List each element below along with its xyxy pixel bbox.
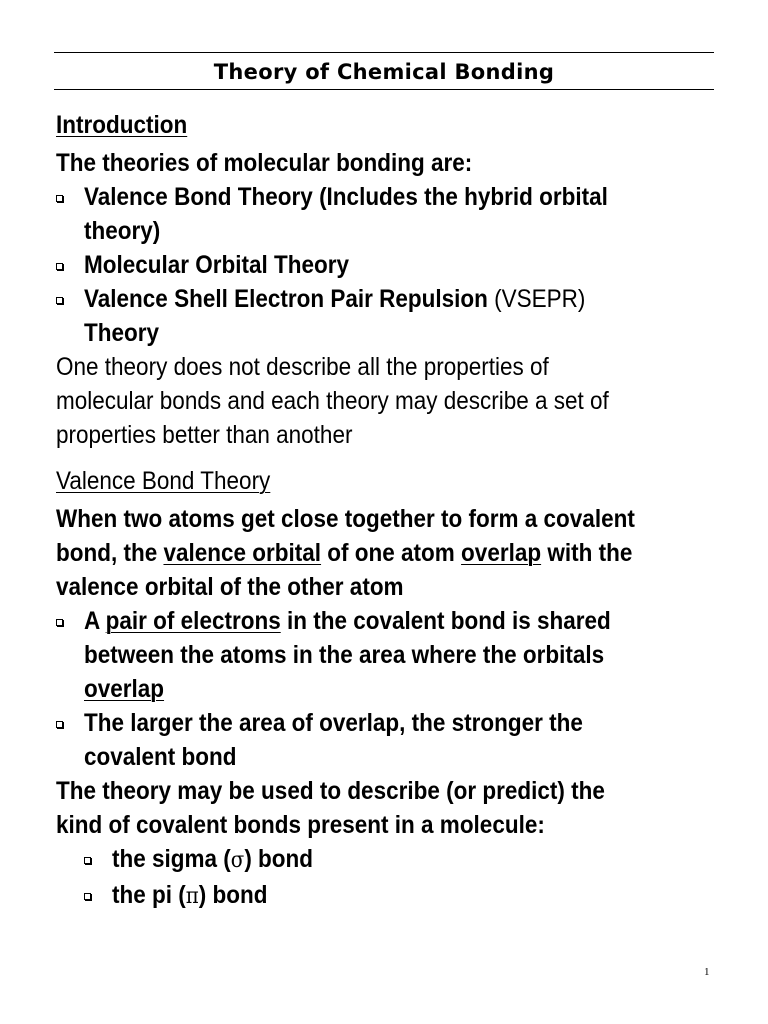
title-bottom-rule	[54, 89, 714, 90]
intro-paragraph-line: One theory does not describe all the properties of	[56, 353, 549, 381]
list-item: the sigma (σ) bond	[84, 842, 736, 878]
overlap-term: overlap	[461, 539, 542, 567]
vbt-paragraph-line: The theory may be used to describe (or predict) the	[56, 777, 605, 805]
vbt-paragraph-line: When two atoms get close together to form a covalent	[56, 505, 635, 533]
list-item: Valence Bond Theory (Includes the hybrid orbital theory)	[56, 180, 736, 248]
square-bullet-icon	[56, 263, 63, 270]
square-bullet-icon	[56, 619, 63, 626]
pair-of-electrons-term: pair of electrons	[105, 607, 281, 635]
square-bullet-icon	[56, 721, 63, 728]
pi-symbol: π	[185, 884, 199, 909]
square-bullet-icon	[56, 195, 63, 202]
title-top-rule	[54, 52, 714, 53]
square-bullet-icon	[56, 297, 63, 304]
intro-lead-text: The theories of molecular bonding are:	[56, 149, 473, 177]
list-item: the pi (π) bond	[84, 878, 736, 914]
page-title: Theory of Chemical Bonding	[213, 60, 555, 84]
vbt-paragraph-line: valence orbital of the other atom	[56, 573, 404, 601]
valence-orbital-term: valence orbital	[163, 539, 322, 567]
vbt-paragraph-line: bond, the valence orbital of one atom overlap with the	[56, 539, 633, 567]
square-bullet-icon	[84, 893, 91, 900]
overlap-term: overlap	[84, 675, 165, 703]
valence-bond-theory-heading: Valence Bond Theory	[56, 467, 271, 495]
intro-paragraph-line: molecular bonds and each theory may describe a set of	[56, 387, 609, 415]
intro-paragraph-line: properties better than another	[56, 421, 353, 449]
list-item: The larger the area of overlap, the stronger the covalent bond	[56, 706, 736, 774]
introduction-heading: Introduction	[56, 111, 188, 139]
list-item: Molecular Orbital Theory	[56, 248, 736, 282]
list-item: Valence Shell Electron Pair Repulsion (VSEPR) Theory	[56, 282, 736, 350]
vbt-paragraph-line: kind of covalent bonds present in a molecule:	[56, 811, 545, 839]
page-number: 1	[704, 966, 710, 978]
square-bullet-icon	[84, 857, 91, 864]
list-item: A pair of electrons in the covalent bond is shared between the atoms in the area where the orbitals overlap	[56, 604, 736, 706]
document-body	[56, 108, 736, 914]
sigma-symbol: σ	[230, 848, 245, 873]
